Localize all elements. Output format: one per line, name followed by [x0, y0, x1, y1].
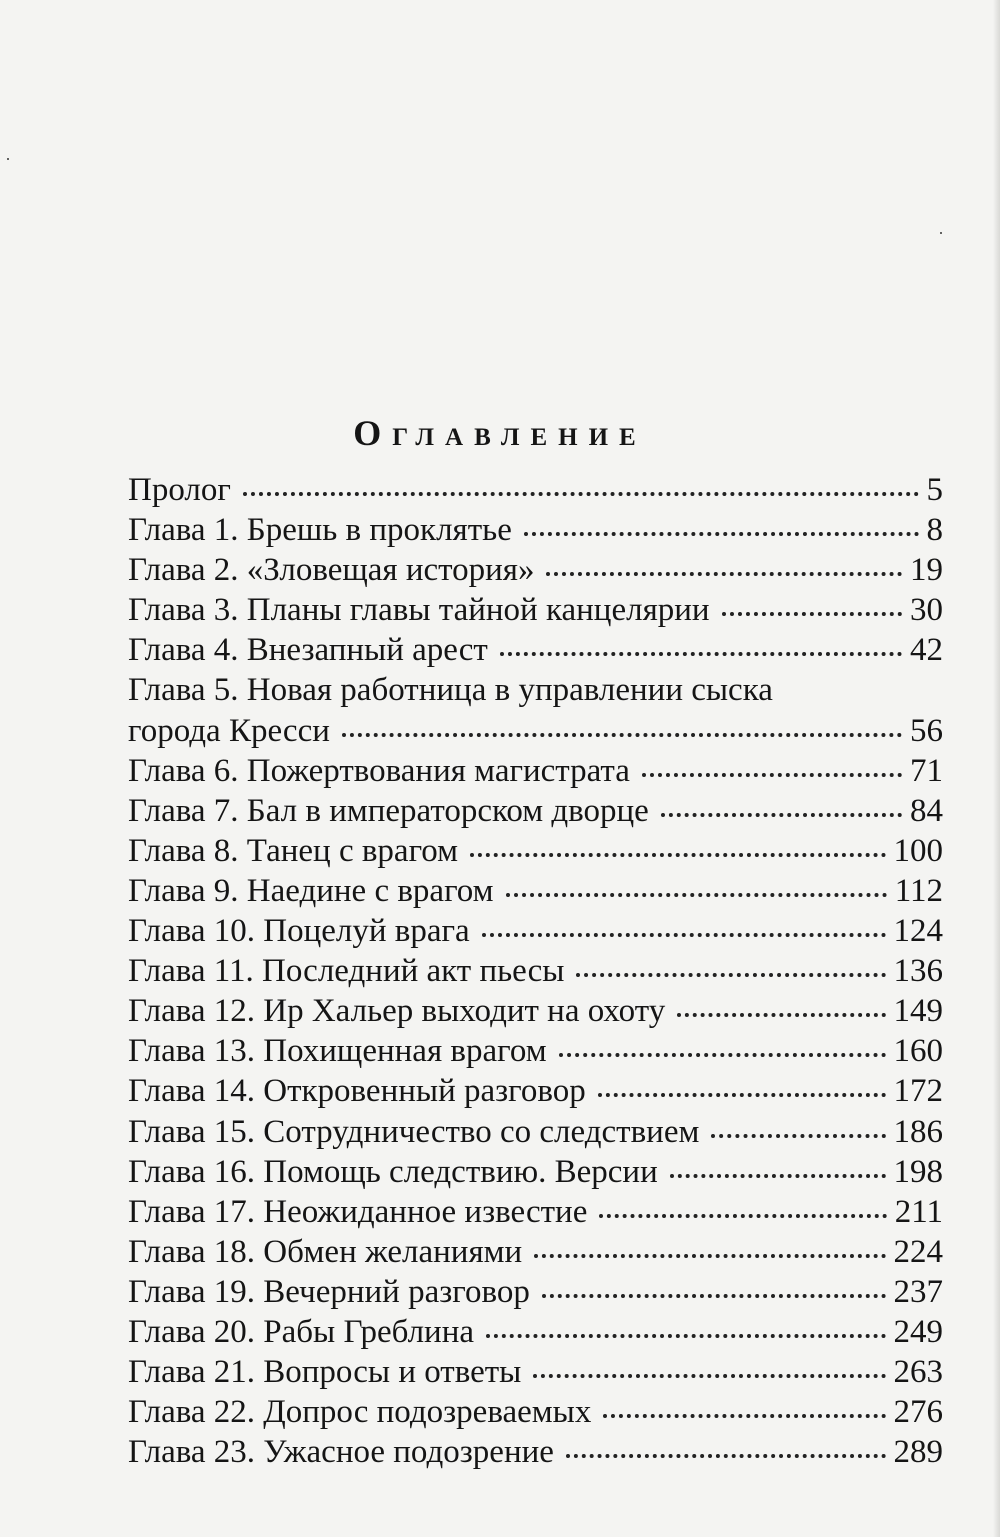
- dot-leader: [470, 853, 885, 857]
- toc-entry-label: Глава 15. Сотрудничество со следствием: [128, 1113, 700, 1150]
- toc-entry-row: [128, 1432, 943, 1472]
- toc-entry[interactable]: [128, 1352, 943, 1392]
- toc-entry[interactable]: [128, 1112, 943, 1152]
- toc-entry-label: Глава 20. Рабы Греблина: [128, 1313, 475, 1350]
- toc-entry[interactable]: [128, 510, 943, 550]
- toc-entry-first-line: [128, 670, 943, 710]
- toc-entry[interactable]: [128, 831, 943, 871]
- toc-entry-row: [128, 1031, 943, 1071]
- toc-entry-page: 198: [893, 1153, 943, 1190]
- toc-entry-row: [128, 1352, 943, 1392]
- toc-entry-label: Глава 11. Последний акт пьесы: [128, 953, 565, 990]
- scan-speck: [940, 232, 942, 234]
- dot-leader: [670, 1174, 886, 1178]
- toc-entry[interactable]: [128, 1432, 943, 1472]
- toc-entry[interactable]: [128, 1232, 943, 1272]
- toc-entry[interactable]: [128, 911, 943, 951]
- toc-entry-label: Пролог: [128, 472, 231, 508]
- toc-entry-row: [128, 751, 943, 791]
- toc-entry-row: [128, 871, 943, 911]
- dot-leader: [642, 773, 902, 777]
- toc-entry-page: 263: [893, 1354, 943, 1391]
- dot-leader: [599, 1214, 886, 1218]
- toc-entry-row: [128, 550, 943, 590]
- toc-entry-row: [128, 510, 943, 550]
- toc-entry-label: Глава 4. Внезапный арест: [128, 632, 488, 669]
- toc-entry[interactable]: [128, 590, 943, 630]
- dot-leader: [546, 572, 902, 576]
- toc-entry-label: Глава 9. Наедине с врагом: [128, 872, 494, 909]
- toc-entry-row: [128, 951, 943, 991]
- toc-entry-label: Глава 16. Помощь следствию. Версии: [128, 1153, 658, 1190]
- page-edge: [993, 0, 1000, 1537]
- toc-entry-row: [128, 831, 943, 871]
- dot-leader: [486, 1334, 885, 1338]
- dot-leader: [524, 532, 919, 536]
- dot-leader: [722, 612, 902, 616]
- toc-entry[interactable]: [128, 791, 943, 831]
- toc-entry-label: города Кресси: [128, 712, 330, 749]
- toc-entry-page: 149: [893, 993, 943, 1030]
- toc-entry-label: Глава 2. «Зловещая история»: [128, 552, 535, 589]
- toc-entry-label: Глава 10. Поцелуй врага: [128, 913, 470, 950]
- toc-entry[interactable]: [128, 1192, 943, 1232]
- toc-entry-row: [128, 1071, 943, 1111]
- scan-speck: [7, 158, 9, 160]
- toc-entry[interactable]: [128, 1152, 943, 1192]
- toc-entry[interactable]: [128, 751, 943, 791]
- dot-leader: [533, 1374, 885, 1378]
- toc-entry[interactable]: [128, 1312, 943, 1352]
- toc-entry-label: Глава 17. Неожиданное известие: [128, 1193, 588, 1230]
- dot-leader: [542, 1294, 886, 1298]
- toc-entry[interactable]: [128, 1272, 943, 1312]
- toc-entry-page: 237: [893, 1273, 943, 1310]
- dot-leader: [506, 893, 887, 897]
- dot-leader: [342, 733, 902, 737]
- toc-entry-label: Глава 1. Брешь в проклятье: [128, 512, 512, 549]
- toc-entry-row: [128, 590, 943, 630]
- dot-leader: [559, 1053, 886, 1057]
- dot-leader: [677, 1013, 885, 1017]
- toc-entry-label: Глава 23. Ужасное подозрение: [128, 1434, 554, 1471]
- toc-entry-label: Глава 21. Вопросы и ответы: [128, 1354, 522, 1391]
- toc-entry-label: Глава 19. Вечерний разговор: [128, 1273, 530, 1310]
- toc-entry[interactable]: [128, 550, 943, 590]
- toc-entry-row: [128, 991, 943, 1031]
- toc-entry-row: [128, 1232, 943, 1272]
- toc-entry-page: 249: [893, 1313, 943, 1350]
- toc-entry-label: Глава 12. Ир Хальер выходит на охоту: [128, 993, 666, 1030]
- toc-entry-label: Глава 5. Новая работница в управлении сыска: [128, 672, 773, 709]
- toc-entry[interactable]: [128, 991, 943, 1031]
- toc-entry-row: [128, 911, 943, 951]
- dot-leader: [500, 652, 902, 656]
- toc-entry-page: 30: [910, 592, 943, 629]
- toc-entry-page: 84: [910, 792, 943, 829]
- toc-entry-row: [128, 791, 943, 831]
- toc-entry[interactable]: [128, 630, 943, 670]
- dot-leader: [534, 1254, 885, 1258]
- toc-entry[interactable]: [128, 670, 943, 750]
- toc-entry-page: 71: [910, 752, 943, 789]
- toc-entry-row: [128, 1312, 943, 1352]
- page-title: Оглавление: [353, 413, 647, 454]
- toc-entry-page: 186: [893, 1113, 943, 1150]
- toc-entry-page: 42: [910, 632, 943, 669]
- toc-entry[interactable]: [128, 871, 943, 911]
- dot-leader: [566, 1454, 886, 1458]
- toc-entry-page: 160: [893, 1033, 943, 1070]
- toc-entry-label: Глава 6. Пожертвования магистрата: [128, 752, 630, 789]
- toc-entry-page: 224: [893, 1233, 943, 1270]
- toc-entry-row: [128, 1152, 943, 1192]
- toc-entry-page: 172: [893, 1073, 943, 1110]
- toc-entry-label: Глава 7. Бал в императорском дворце: [128, 792, 649, 829]
- toc-entry-page: 8: [926, 512, 943, 549]
- toc-entry-label: Глава 22. Допрос подозреваемых: [128, 1394, 592, 1431]
- toc-entry-page: 276: [893, 1394, 943, 1431]
- toc-entry-label: Глава 3. Планы главы тайной канцелярии: [128, 592, 710, 629]
- toc-entry-page: 112: [894, 872, 943, 909]
- toc-entry[interactable]: [128, 470, 943, 510]
- toc-entry[interactable]: [128, 1071, 943, 1111]
- dot-leader: [603, 1414, 885, 1418]
- toc-entry-page: 56: [910, 712, 943, 749]
- toc-entry-page: 124: [893, 913, 943, 950]
- table-of-contents: [128, 470, 943, 1472]
- toc-entry-row: [128, 711, 943, 751]
- toc-entry-page: 5: [926, 472, 943, 508]
- toc-entry-row: [128, 1272, 943, 1312]
- toc-entry[interactable]: [128, 1031, 943, 1071]
- toc-entry-row: [128, 470, 943, 510]
- dot-leader: [598, 1093, 886, 1097]
- toc-entry-page: 289: [893, 1434, 943, 1471]
- toc-entry[interactable]: [128, 951, 943, 991]
- dot-leader: [576, 973, 885, 977]
- dot-leader: [482, 933, 886, 937]
- toc-entry-label: Глава 18. Обмен желаниями: [128, 1233, 523, 1270]
- dot-leader: [243, 492, 919, 496]
- toc-entry-page: 100: [893, 832, 943, 869]
- dot-leader: [661, 813, 902, 817]
- toc-entry[interactable]: [128, 1392, 943, 1432]
- toc-entry-label: Глава 8. Танец с врагом: [128, 832, 459, 869]
- toc-entry-row: [128, 1392, 943, 1432]
- toc-entry-label: Глава 14. Откровенный разговор: [128, 1073, 586, 1110]
- toc-entry-page: 136: [893, 953, 943, 990]
- toc-entry-row: [128, 1192, 943, 1232]
- toc-entry-page: 211: [894, 1193, 943, 1230]
- toc-entry-label: Глава 13. Похищенная врагом: [128, 1033, 547, 1070]
- toc-entry-page: 19: [910, 552, 943, 589]
- dot-leader: [711, 1134, 885, 1138]
- toc-entry-row: [128, 1112, 943, 1152]
- toc-entry-row: [128, 630, 943, 670]
